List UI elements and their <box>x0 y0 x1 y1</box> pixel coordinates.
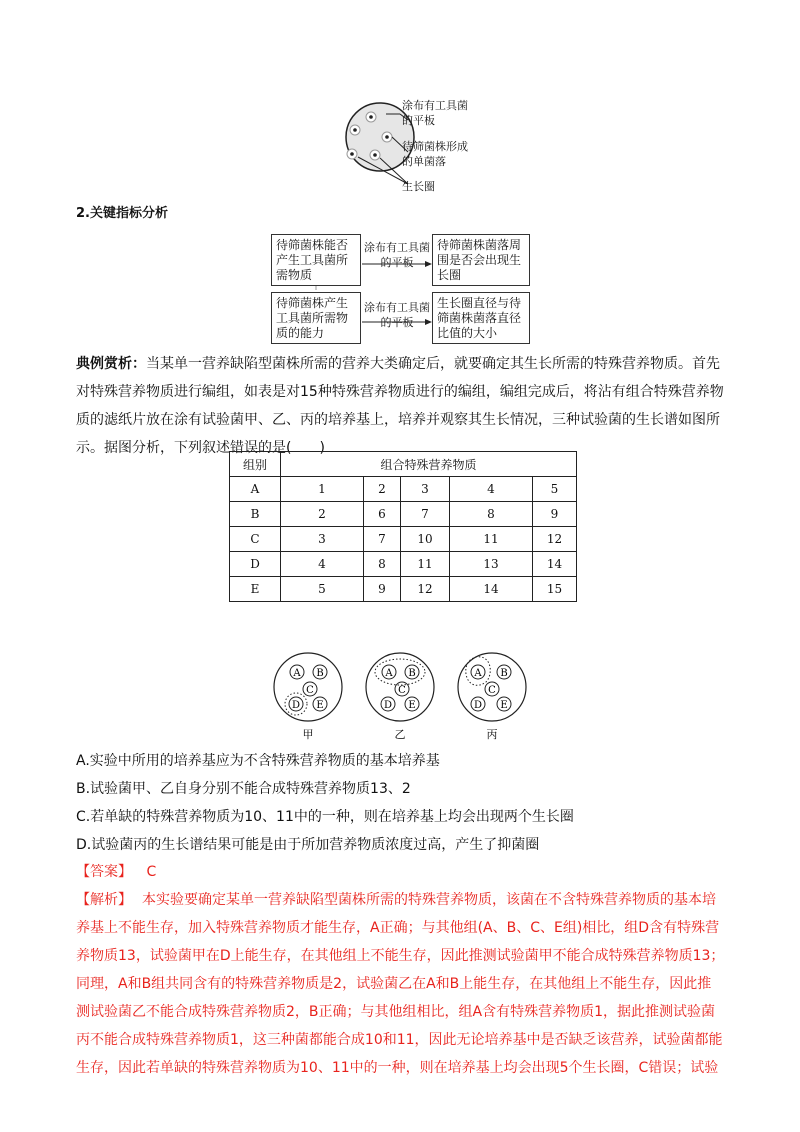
table-cell: 7 <box>364 527 401 552</box>
flow-arrows <box>0 0 800 360</box>
table-cell: 2 <box>364 477 401 502</box>
table-cell: E <box>230 577 281 602</box>
table-row <box>230 502 577 527</box>
flow-box-3: 待筛菌株产生工具菌所需物质的能力 <box>271 292 361 344</box>
table-cell: 2 <box>281 502 364 527</box>
table-cell: 4 <box>281 552 364 577</box>
table-cell: 4 <box>450 477 533 502</box>
option-a: A.实验中所用的培养基应为不含特殊营养物质的基本培养基 <box>76 753 440 769</box>
table-cell: 12 <box>401 577 450 602</box>
table-cell: 11 <box>450 527 533 552</box>
table-cell: 7 <box>401 502 450 527</box>
analysis-line: 测试验菌乙不能合成特殊营养物质2，B正确；与其他组相比，组A含有特殊营养物质1，据此推测试验菌 <box>76 1004 715 1020</box>
table-cell: 14 <box>450 577 533 602</box>
analysis-line: 丙不能合成特殊营养物质1，这三种菌都能合成10和11，因此无论培养基中是否缺乏该营养，试验菌都能 <box>76 1032 723 1048</box>
plate-label-growth-ring: 生长圈 <box>402 180 435 193</box>
flow-arrow-label-1: 涂布有工具菌的平板 <box>364 241 430 269</box>
table-row <box>230 477 577 502</box>
spot-d-label: D <box>383 700 393 711</box>
analysis-line <box>76 886 736 914</box>
table-cell: 11 <box>401 552 450 577</box>
flow-arrow-label-2: 涂布有工具菌的平板 <box>364 301 430 329</box>
table-cell: C <box>230 527 281 552</box>
spot-b-label: B <box>500 668 508 679</box>
table-header-row <box>230 452 577 477</box>
analysis-line: 养基上不能生存，加入特殊营养物质才能生存，A正确；与其他组(A、B、C、E组)相比，组D含有特殊营 <box>76 920 720 936</box>
spot-a-label: A <box>293 668 301 679</box>
example-label: 典例赏析： <box>76 356 146 372</box>
spot-a-label: A <box>385 668 393 679</box>
flow-box-1: 待筛菌株能否产生工具菌所需物质 <box>271 234 361 286</box>
table-cell: 14 <box>533 552 577 577</box>
analysis-line: 养物质13，试验菌甲在D上能生存，在其他组上不能生存，因此推测试验菌甲不能合成特殊营养物质13； <box>76 948 725 964</box>
plate-yi <box>366 653 434 721</box>
table-row <box>230 527 577 552</box>
table-cell: 12 <box>533 527 577 552</box>
spot-e-label: E <box>408 700 416 711</box>
example-text: 当某单一营养缺陷型菌株所需的营养大类确定后，就要确定其生长所需的特殊营养物质。首先对特殊营养物质进行编组，如表是对15种特殊营养物质进行的编组，编组完成后，将沾有组合特殊营养物质的滤纸片放在涂有试验菌甲、乙、丙的培养基上，培养并观察其生长情况，三种试验菌的生长谱如图所示。据图分析，下列叙述错误的是( ) <box>76 356 724 456</box>
spot-e-label: E <box>500 700 508 711</box>
flow-box-2: 待筛菌株菌落周围是否会出现生长圈 <box>432 234 530 286</box>
table-cell: 15 <box>533 577 577 602</box>
table-cell: 9 <box>364 577 401 602</box>
table-cell: 8 <box>364 552 401 577</box>
table-cell: 13 <box>450 552 533 577</box>
table-cell: 5 <box>533 477 577 502</box>
table-cell: B <box>230 502 281 527</box>
plate-label-single-colony: 待筛菌株形成的单菌落 <box>402 140 468 168</box>
analysis-text: 本实验要确定某单一营养缺陷型菌株所需的特殊营养物质，该菌在不含特殊营养物质的基本培 <box>142 892 716 908</box>
flow-arrowhead-1 <box>425 261 432 267</box>
table-header-cell: 组合特殊营养物质 <box>281 452 577 477</box>
answer-label: 【答案】 <box>76 864 132 880</box>
example-paragraph <box>76 350 728 462</box>
group-table <box>229 451 577 602</box>
option-c: C.若单缺的特殊营养物质为10、11中的一种，则在培养基上均会出现两个生长圈 <box>76 809 574 825</box>
plate-name-bing: 丙 <box>486 728 498 741</box>
table-cell: 6 <box>364 502 401 527</box>
section-heading: 2.关键指标分析 <box>76 206 168 221</box>
flow-arrowhead-2 <box>425 319 432 325</box>
table-header-cell: 组别 <box>230 452 281 477</box>
spot-a-label: A <box>474 668 482 679</box>
option-d: D.试验菌丙的生长谱结果可能是由于所加营养物质浓度过高，产生了抑菌圈 <box>76 837 540 853</box>
spot-c-label: C <box>488 685 496 696</box>
plate-bing <box>458 653 526 721</box>
table-cell: A <box>230 477 281 502</box>
spot-e-label: E <box>316 700 324 711</box>
spot-c-label: C <box>306 685 314 696</box>
spot-c-label: C <box>398 685 406 696</box>
analysis-label: 【解析】 <box>76 892 132 908</box>
table-cell: 1 <box>281 477 364 502</box>
option-b: B.试验菌甲、乙自身分别不能合成特殊营养物质13、2 <box>76 781 411 797</box>
table-cell: 8 <box>450 502 533 527</box>
table-row <box>230 577 577 602</box>
analysis-block <box>76 886 736 1082</box>
plate-jia <box>274 653 342 721</box>
spot-b-label: B <box>316 668 324 679</box>
table-cell: 3 <box>281 527 364 552</box>
analysis-line: 同理，A和B组共同含有的特殊营养物质是2，试验菌乙在A和B上能生存，在其他组上不能生存，因此推 <box>76 976 712 992</box>
answer-value: C <box>146 864 157 880</box>
answer-line <box>76 858 156 886</box>
plate-label-tool-bacteria: 涂布有工具菌的平板 <box>402 99 468 127</box>
plate-name-yi: 乙 <box>394 728 406 741</box>
table-cell: 9 <box>533 502 577 527</box>
growth-spectrum-figure <box>270 652 540 742</box>
table-row <box>230 552 577 577</box>
plate-name-jia: 甲 <box>302 728 314 741</box>
table-cell: 5 <box>281 577 364 602</box>
analysis-line: 生存，因此若单缺的特殊营养物质为10、11中的一种，则在培养基上均会出现5个生长圈，C错误；试验 <box>76 1060 719 1076</box>
table-cell: 10 <box>401 527 450 552</box>
spot-b-label: B <box>408 668 416 679</box>
spot-d-label: D <box>291 700 301 711</box>
flow-box-4: 生长圈直径与待筛菌株菌落直径比值的大小 <box>432 292 530 344</box>
table-cell: 3 <box>401 477 450 502</box>
table-cell: D <box>230 552 281 577</box>
spot-d-label: D <box>473 700 483 711</box>
